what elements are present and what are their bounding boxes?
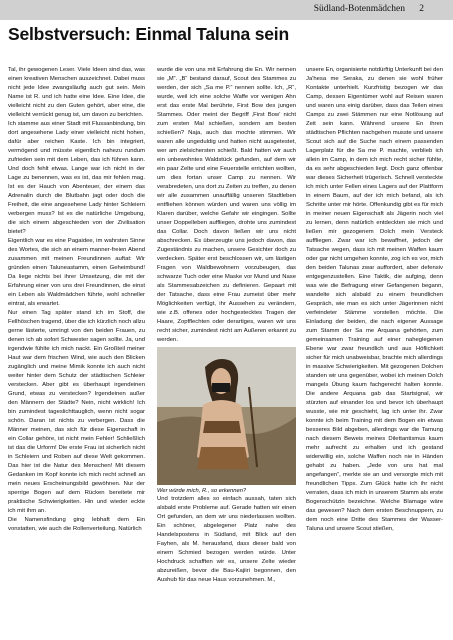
paragraph: Ich stamme aus einer Stadt mit Flussanbindung, bin dort angesehene Lady einer vielleicht nicht hohen, dafür aber reichen Kaste. Ich bin integriert, vermögend und müsste eigentlich nahezu rundum zufrieden sein mit dem Leben, das ich führen kann. Und doch fehlt etwas. Lange war ich nicht in der Lage zu benennen, was es ist, das mir fehlen mag. Ist es der Hauch von Abenteuer, der einem das Adrenalin durch die Blutbahn jagt oder doch die Freiheit, die eine angesehene Lady hinter Schleiern verbergen muss? Ist es die natürliche Umgebung, die sich einem abgeschieden von der Zivilisation bietet? <box>8 121 145 235</box>
article-photo <box>157 347 296 485</box>
paragraph: Tal, ihr gewogenen Leser. Viele Ideen sind das, was einen kreativen Menschen auszeichnet. Dabei muss nicht jede Idee zwangsläufig auch gut sein. Mein Name ist R. und ich hatte eine Idee. Eine Idee, die vielleicht nicht zu den Guten gehört, aber eine, die vielleicht verrückt genug ist, um davon zu berichten. <box>8 67 145 118</box>
column-3 <box>306 66 443 534</box>
photo-caption: Wer würde mich, R., so erkennen? <box>157 488 247 494</box>
column-1 <box>8 66 145 534</box>
paragraph: Und trotzdem alles so einfach aussah, taten sich alsbald erste Probleme auf. Gerade hatten wir einen Ort gefunden, an dem wir uns niederlassen wollten. Ein schöner, abgelegener Platz nahe des Handelspostens in Südland, mit Blick auf den Fayhen, als M. herausfand, dass dieser bald von einem Schmied bezogen werden würde. Unter Hochdruck schafften wir es, unsere Zelte wieder abzureißen, bevor die Bau-Kajiiri begonnen, den Aushub für das neue Haus vorzunehmen. M., <box>157 496 296 583</box>
masked-woman-photo <box>157 347 296 485</box>
page-number: 2 <box>419 4 424 14</box>
paragraph: Nur einen Tag später stand ich im Stoff, die Fellhöschen tragend, über die ich kürzlich noch allzu gerne lästerte, umringt von den beiden Frauen, zu denen ich ab sofort Schwester sagen sollte. Ja, und irgendwie fühlte ich mich nackt. Ein Großteil meiner Haut war dem frischen Wind, wie auch den Blicken zugänglich und meine Mimik konnte ich auch nicht weiter hinter dem Schutz der städtischen Schleier verstecken. Aber gibt es überhaupt irgendeinen Grund, etwas zu verstecken? Irgendeinen außer den Männern der Städte? Nein, nicht wirklich! Ich bin zumindest tageslichttauglich, wenn nicht sogar schön. Daran ist nichts zu verbergen. Dass die Männer meinen, das sich für diese Eigenschaft in ein Collar gehöre, ist nicht mein Fehler! Schließlich ist das die Urform! Die erste Frau ist sicherlich nicht in Schleiern und Roben auf diese Welt gekommen. Das hier ist die Natur des Menschen! Mit diesem Gedanken im Kopf konnte ich mich recht schnell an mein neues Erscheinungsbild gewöhnen. Nur der sperrige Bogen auf dem Rücken bereitete mir praktische Schwierigkeiten. Hin und wieder eckte ich mit ihm an. <box>8 310 145 514</box>
page-header <box>0 0 453 20</box>
column-2 <box>157 66 296 585</box>
paragraph: unsere En, organisierte notdürftig Unterkunft bei den Ja'hesa me Seraka, zu denen sie wohl früher Kontakte unterhielt. Kurzfristig bezogen wir das Camp, dessen Eigentümer wohl auf Reisen waren und waren uns einig darüber, dass das Teilen eines Camps zu zwei Stämmen nur eine Notlösung auf Zeit sein kann. Während unsere En ihren städtischen Pflichten nachgehen musste und unsere Scout sich auf die Suche nach einem passenden Lagerplatz für die Sa me P. machte, verblieb ich allein im Camp, in dem ich mich recht sicher fühlte, da es sehr abgeschieden liegt. Doch ganz offenbar war dieses Sicherheit trügerisch. Schnell versteckte ich mich unter Fellen eines Lagers auf der Plattform in einem Baum, auf der ich mich befand, als ich Schritte unter mir hörte. Offenkundig gibt es für mich in meiner neuen Eigenschaft als Jägerin noch viel zu lernen, denn natürlich entdeckten sie mich und ließen mir gezogenem Dolch mein Versteck auffliegen. Zwar war ich bewaffnet, jedoch der Tatsache wegen, dass ich mit meinen Waffen kaum oder gar nicht umgehen konnte, zog ich es vor, mich den beiden Talunas zwar auffordert, aber defensiv entgegenzustellen. Eine Taktik, die aufging, denn was wie die Befragung einer Gefangenen begann, wandelte sich alsbald zu einem freundlichen Gespräch, wie man es sich unter Jägerinnen nicht verfeindeter Stämme vorstellen möchte. Die Einladung der beiden, die nach eigener Aussage zum Stamm der Sa me Arquana gehörten, zum gemeinsamen Training auf einer naheglegenen Ebene war zwar freundlich und aus Höflichkeit sicher für mich unabweisbar, brachte mich allerdings in massive Schwierigkeiten. Mit gezogenen Dolchen standen wir uns gegenüber, wobei ich meinen Dolch mangels Übung kaum fachgerecht halten konnte. Die andere Arquana gab das Startsignal, wir stürzten auf einander los und bevor ich überhaupt wusste, wie mir geschieht, lag ich unter ihr. Zwar konnte ich beim Training mit dem Bogen ein etwas besseres Bild abgeben, allerdings war die Tarnung nach diesem Beweis meines Dilettantismus kaum mehr aufrecht zu erhalten und ich gestand widerwillig ein, solche Waffen noch nie in Händen gehabt zu haben. „Jede von uns hat mal angefangen“, merkte sie an und versorgte mich mit freundlichen Tipps. Zum Glück hatte ich ihr nicht verraten, dass ich mich in unserem Stamm als erste Bogenschützin bezeichne. Welche Blamage wäre das gewesen? Nach dem ersten Beschnuppern, zu dem noch eine Dritte des Stammes der Wasser-Taluna und unsere Scout stießen, <box>306 67 443 532</box>
paragraph: wurde die von uns mit Erfahrung die En. Wir nennen sie „M“. „B“ bestand darauf, Scout des Stammes zu werden, der sich „Sa me P.“ nennen sollte. Ich, „R“, wurde, weil ich eine solche Waffe vor wenigen Ahn erst das erste Mal berührte, First Bow des jungen Stammes. Oder meint der Begriff ‚First Bow‘ nicht zum ersten Mal schießen, sondern am besten schießen? Naja, auch das mochte stimmen. Wir waren alle ungeduldig und hatten nicht ausgetestet, wer am zielsichersten schießt. Bald hatten wir auch ein unbewohntes Waldstück gefunden, auf dem wir ein paar Zelte und eine Feuerstelle errichten wollten, um dies fortan unser Camp zu nennen. Wir verabredeten, uns dort zu Zeiten zu treffen, zu denen wir alle zusammen unauffällig unseren Stadtleben entfliehen können würden und waren uns völlig im Klaren darüber, welche Gefahr wir eingingen. Sollte unser Doppelleben auffliegen, drohte uns zumindest das Collar. Doch davon ließen wir uns nicht abschrecken. Es überzeugte uns jedoch davon, das Zugeständnis zu machen, unsere Gesichter doch zu verdecken. Später erst beschlossen wir, um lästigen Fragen von Waldbewohnern vorzubeugen, das schwarze Tuch oder eine Maske vor Mund und Nase als Stammesabzeichen zu definieren. Gepaart mit der Tatsache, dass eine Frau zumeist über mehr Möglichkeiten verfügt, ihr Aussehen zu verändern, wie z.B. offenes oder hochgestecktes Tragen der Haare, Zopfflechten oder derartiges, waren wir uns recht sicher, zumindest nicht am Außeren erkannt zu werden. <box>157 67 296 343</box>
paragraph: Die Namensfindung ging lebhaft dem Ein vonstatten, wie auch die Rollenverteilung. Natürlich <box>8 517 145 532</box>
article-title: Selbstversuch: Einmal Taluna sein <box>8 24 289 44</box>
newsletter-title: Südland-Botenmädchen <box>313 4 405 14</box>
paragraph: Eigentlich war es eine Pagaidee, im wahrsten Sinne des Wortes, die sich an einem manner-freien Abend zusammen mit meinen Freundinnen auftat: Wir gründen einen Taluneastamm, einen Geheimbund! Da liege nichts bei ihrer Umsetzung, die mit der Erfahrung einer von uns drei Freundinnen, die einst ein Leben als Waldmädchen führte, wohl schneller eintrat, als erwartet. <box>8 238 145 307</box>
